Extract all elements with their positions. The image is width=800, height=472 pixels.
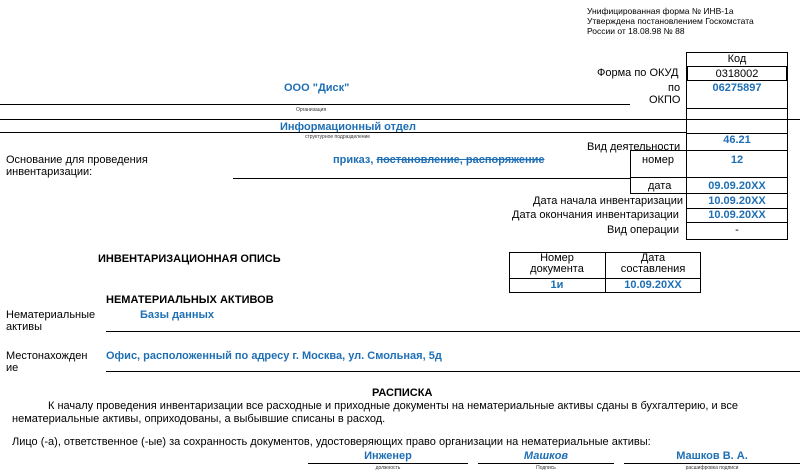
receipt-title: РАСПИСКА <box>372 387 433 399</box>
location-label-line2: ие <box>6 362 19 374</box>
doc-date-header <box>605 253 701 275</box>
doc-number-header-2: документа <box>530 263 584 275</box>
doc-number-header <box>509 253 605 275</box>
doc-date-header-1: Дата <box>640 252 666 264</box>
doc-date-header-2: составления <box>620 263 686 275</box>
okpo-label-1: по <box>668 82 681 94</box>
date-label: дата <box>648 180 672 192</box>
assets-label-line1: Нематериальные <box>6 309 96 321</box>
receipt-text-line2: нематериальные активы, оприходованы, а выбывшие списаны в расход. <box>12 413 386 425</box>
basis-value-plain: приказ, <box>333 154 377 166</box>
operation-value: - <box>735 224 739 236</box>
doc-number-value: 1и <box>550 279 564 291</box>
name-value: Машков В. А. <box>676 450 748 462</box>
position-caption: должность <box>375 465 401 471</box>
okud-value: 0318002 <box>686 66 788 80</box>
end-date-value: 10.09.20XX <box>708 209 766 221</box>
end-date-label: Дата окончания инвентаризации <box>512 209 679 221</box>
doc-number-header-1: Номер <box>540 252 574 264</box>
basis-value-struck: постановление, распоряжение <box>376 154 545 166</box>
form-info-line2: Утверждена постановлением Госкомстата <box>587 16 754 26</box>
basis-label-line2: инвентаризации: <box>6 166 93 178</box>
position-value: Инженер <box>364 450 412 462</box>
okpo-value: 06275897 <box>712 82 762 94</box>
doc-date-value: 10.09.20XX <box>624 279 682 291</box>
assets-value: Базы данных <box>140 309 214 321</box>
kod-header: Код <box>727 53 747 65</box>
activity-value: 46.21 <box>723 134 751 146</box>
signature-caption: Подпись <box>536 465 556 471</box>
operation-label: Вид операции <box>607 224 679 236</box>
form-info-line3: России от 18.08.98 № 88 <box>587 26 685 36</box>
number-label: номер <box>642 154 674 166</box>
basis-label <box>6 154 148 178</box>
title-line2: НЕМАТЕРИАЛЬНЫХ АКТИВОВ <box>106 294 274 306</box>
start-date-label: Дата начала инвентаризации <box>533 195 683 207</box>
number-value: 12 <box>730 154 744 166</box>
assets-label <box>6 309 95 333</box>
org-caption: Организация <box>296 107 327 113</box>
title-line1: ИНВЕНТАРИЗАЦИОННАЯ ОПИСЬ <box>98 253 281 265</box>
okud-label: Форма по ОКУД <box>597 67 679 79</box>
name-caption: расшифровка подписи <box>685 465 739 471</box>
date-value: 09.09.20XX <box>708 180 766 192</box>
location-label-line1: Местонахожден <box>6 350 88 362</box>
department-name: Информационный отдел <box>280 121 416 133</box>
responsible-text: Лицо (-а), ответственное (-ые) за сохранность документов, удостоверяющих право организации на нематериальные активы: <box>12 436 651 448</box>
basis-value <box>333 154 545 166</box>
location-label <box>6 350 87 374</box>
start-date-value: 10.09.20XX <box>708 195 766 207</box>
signature-value: Машков <box>523 450 569 462</box>
assets-label-line2: активы <box>6 321 42 333</box>
form-info <box>587 6 754 36</box>
receipt-text-line1: К началу проведения инвентаризации все расходные и приходные документы на нематериальные активы сданы в бухгалтерию, и все <box>48 400 739 412</box>
basis-label-line1: Основание для проведения <box>6 154 148 166</box>
activity-label: Вид деятельности <box>587 141 681 153</box>
form-info-line1: Унифицированная форма № ИНВ-1а <box>587 6 734 16</box>
location-value: Офис, расположенный по адресу г. Москва, ул. Смольная, 5д <box>106 350 442 362</box>
okpo-label-2: ОКПО <box>649 94 681 106</box>
org-name: ООО "Диск" <box>284 82 350 94</box>
department-caption: структурное подразделение <box>305 134 371 140</box>
